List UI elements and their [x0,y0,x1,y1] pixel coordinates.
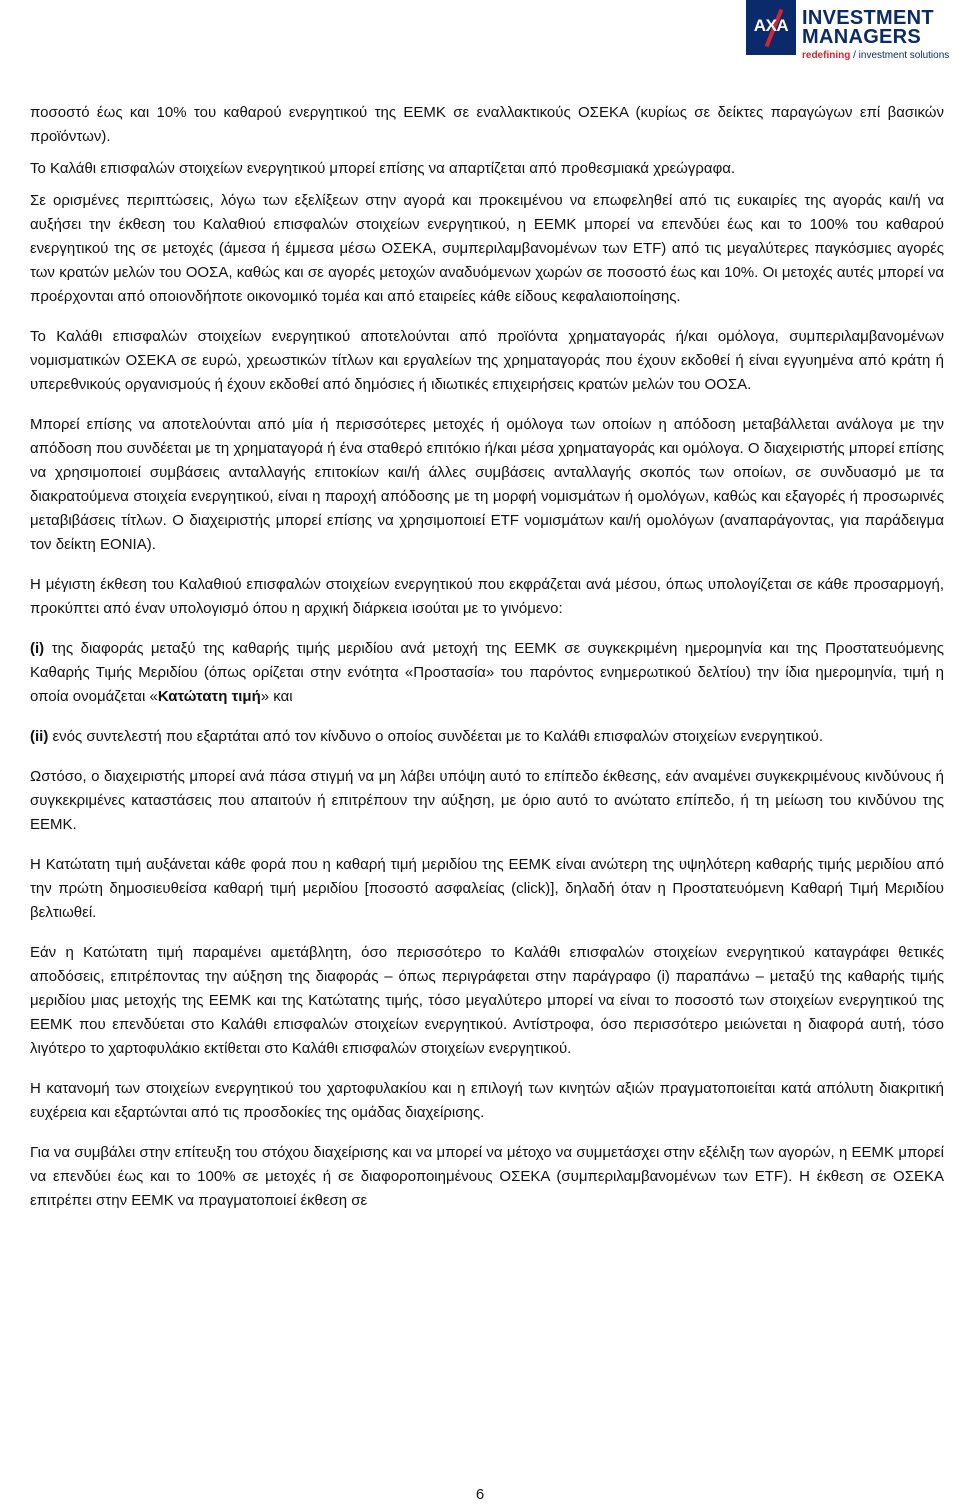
paragraph-4: Το Καλάθι επισφαλών στοιχείων ενεργητικού αποτελούνται από προϊόντα χρηματαγοράς ή/και ομόλογα, συμπεριλαμβανομένων νομισματικών ΟΣΕΚΑ σε ευρώ, χρεωστικών τίτλων και εργαλείων της χρηματαγοράς που έχουν εκδοθεί ή είναι εγγυημένα από κράτη ή υπερεθνικούς οργανισμούς ή έχουν εκδοθεί από δημόσιες ή ιδιωτικές επιχειρήσεις κρατών μελών του ΟΟΣΑ. [30,328,944,393]
paragraph-10: Η Κατώτατη τιμή αυξάνεται κάθε φορά που η καθαρή τιμή μεριδίου της ΕΕΜΚ είναι ανώτερη της υψηλότερη καθαρής τιμής μεριδίου από την πρώτη δημοσιευθείσα καθαρή τιμή μεριδίου [ποσοστό ασφαλείας (click)], δηλαδή όταν η Προστατευόμενη Καθαρή Τιμή Μεριδίου βελτιωθεί. [30,856,944,921]
paragraph-3: Σε ορισμένες περιπτώσεις, λόγω των εξελίξεων στην αγορά και προκειμένου να επωφεληθεί από τις ευκαιρίες της αγοράς και/ή να αυξήσει την έκθεση του Καλαθιού επισφαλών στοιχείων ενεργητικού, η ΕΕΜΚ μπορεί να επενδύει έως και το 100% του καθαρού ενεργητικού της σε μετοχές (άμεσα ή έμμεσα μέσω ΟΣΕΚΑ, συμπεριλαμβανομένων των ETF) από τις μεγαλύτερες παγκόσμιες αγορές των κρατών μελών του ΟΟΣΑ, καθώς και σε αγορές μετοχών αναδυόμενων χωρών σε ποσοστό έως και 10%. Οι μετοχές αυτές μπορεί να προέρχονται από οποιονδήποτε οικονομικό τομέα και από εταιρείες κάθε είδους κεφαλαιοποίησης. [30,192,944,305]
paragraph-7 [30,637,944,709]
page-number: 6 [475,1486,485,1503]
term-floor-price: Κατώτατη τιμή [157,688,261,705]
axa-logo-mark [746,0,796,55]
paragraph-1: ποσοστό έως και 10% του καθαρού ενεργητικού της ΕΕΜΚ σε εναλλακτικούς ΟΣΕΚΑ (κυρίως σε δείκτες παραγώγων επί βασικών προϊόντων). [30,104,944,145]
paragraph-11: Εάν η Κατώτατη τιμή παραμένει αμετάβλητη, όσο περισσότερο το Καλάθι επισφαλών στοιχείων ενεργητικού καταγράφει θετικές αποδόσεις, επιτρέποντας την αύξηση της διαφοράς – όπως περιγράφεται στην παράγραφο (i) παραπάνω – μεταξύ της καθαρής τιμής μεριδίου μιας μετοχής της ΕΕΜΚ και της Κατώτατης τιμής, τόσο μεγαλύτερο μπορεί να είναι το ποσοστό των στοιχείων ενεργητικού της ΕΕΜΚ που επενδύεται στο Καλάθι επισφαλών στοιχείων ενεργητικού. Αντίστροφα, όσο περισσότερο μειώνεται η διαφορά αυτή, τόσο λιγότερο το χαρτοφυλάκιο εκτίθεται στο Καλάθι επισφαλών στοιχείων ενεργητικού. [30,944,944,1057]
item-text-i: της διαφοράς μεταξύ της καθαρής τιμής μεριδίου ανά μετοχή της ΕΕΜΚ σε συγκεκριμένη ημερομηνία και της Προστατευόμενης Καθαρής Τιμής Μεριδίου (όπως ορίζεται στην ενότητα «Προστασία» του παρόντος ενημερωτικού δελτίου) την ίδια ημερομηνία, τιμή η οποία ονομάζεται « [30,640,944,705]
paragraph-2: Το Καλάθι επισφαλών στοιχείων ενεργητικού μπορεί επίσης να απαρτίζεται από προθεσμιακά χρεώγραφα. [30,160,736,177]
paragraph-5: Μπορεί επίσης να αποτελούνται από μία ή περισσότερες μετοχές ή ομόλογα των οποίων η απόδοση μεταβάλλεται ανάλογα με την απόδοση που συνδέεται με τη χρηματαγορά ή ένα σταθερό επιτόκιο ή/και μέσα χρηματαγοράς και ομόλογα. Ο διαχειριστής μπορεί επίσης να χρησιμοποιεί συμβάσεις ανταλλαγής επιτοκίων και/ή άλλες συμβάσεις ανταλλαγής σκοπός των οποίων, σε συνδυασμό με τα διακρατούμενα στοιχεία ενεργητικού, είναι η παροχή απόδοσης με τη μορφή νομισμάτων ή ομολόγων, καθώς και εξαγορές ή προσωρινές μεταβιβάσεις τίτλων. Ο διαχειριστής μπορεί επίσης να χρησιμοποιεί ETF νομισμάτων και/ή ομολόγων (αναπαράγοντας, για παράδειγμα τον δείκτη EONIA). [30,416,944,553]
paragraph-6: Η μέγιστη έκθεση του Καλαθιού επισφαλών στοιχείων ενεργητικού που εκφράζεται ανά μέσου, όπως υπολογίζεται σε κάθε προσαρμογή, προκύπτει από έναν υπολογισμό όπου η αρχική διάρκεια ισούται με το γινόμενο: [30,576,944,617]
logo-brand: AXA [753,16,789,35]
logo-line-investment: INVESTMENT [802,7,934,29]
item-text-ii: ενός συντελεστή που εξαρτάται από τον κίνδυνο ο οποίος συνδέεται με το Καλάθι επισφαλών στοιχείων ενεργητικού. [48,728,824,745]
paragraph-13: Για να συμβάλει στην επίτευξη του στόχου διαχείρισης και να μπορεί να μέτοχο να συμμετάσχει στην εξέλιξη των αγορών, η ΕΕΜΚ μπορεί να επενδύει έως και το 100% σε μετοχές ή σε διαφοροποιημένους ΟΣΕΚΑ (συμπεριλαμβανομένων των ETF). Η έκθεση σε ΟΣΕΚΑ επιτρέπει στην ΕΕΜΚ να πραγματοποιεί έκθεση σε [30,1144,944,1209]
logo-tagline-red: redefining [802,50,851,61]
logo-line-managers: MANAGERS [802,26,922,48]
item-label-i: (i) [30,640,45,657]
paragraph-8 [30,725,944,749]
document-body [30,101,944,1229]
paragraph-9: Ωστόσο, ο διαχειριστής μπορεί ανά πάσα στιγμή να μη λάβει υπόψη αυτό το επίπεδο έκθεσης, εάν αναμένει συγκεκριμένους κινδύνους ή συγκεκριμένες καταστάσεις που απαιτούν ή επιτρέπουν την αύξηση, με όριο αυτό το ανώτατο επίπεδο, ή τη μείωση του κινδύνου της ΕΕΜΚ. [30,768,944,833]
logo-tagline-rest: / investment solutions [850,50,950,61]
item-label-ii: (ii) [30,728,49,745]
company-logo [746,0,960,66]
item-text-i-end: » και [260,688,293,705]
logo-tagline [802,50,949,61]
paragraph-12: Η κατανομή των στοιχείων ενεργητικού του χαρτοφυλακίου και η επιλογή των κινητών αξιών πραγματοποιείται κατά απόλυτη διακριτική ευχέρεια και εξαρτώνται από τις προσδοκίες της ομάδας διαχείρισης. [30,1080,944,1121]
